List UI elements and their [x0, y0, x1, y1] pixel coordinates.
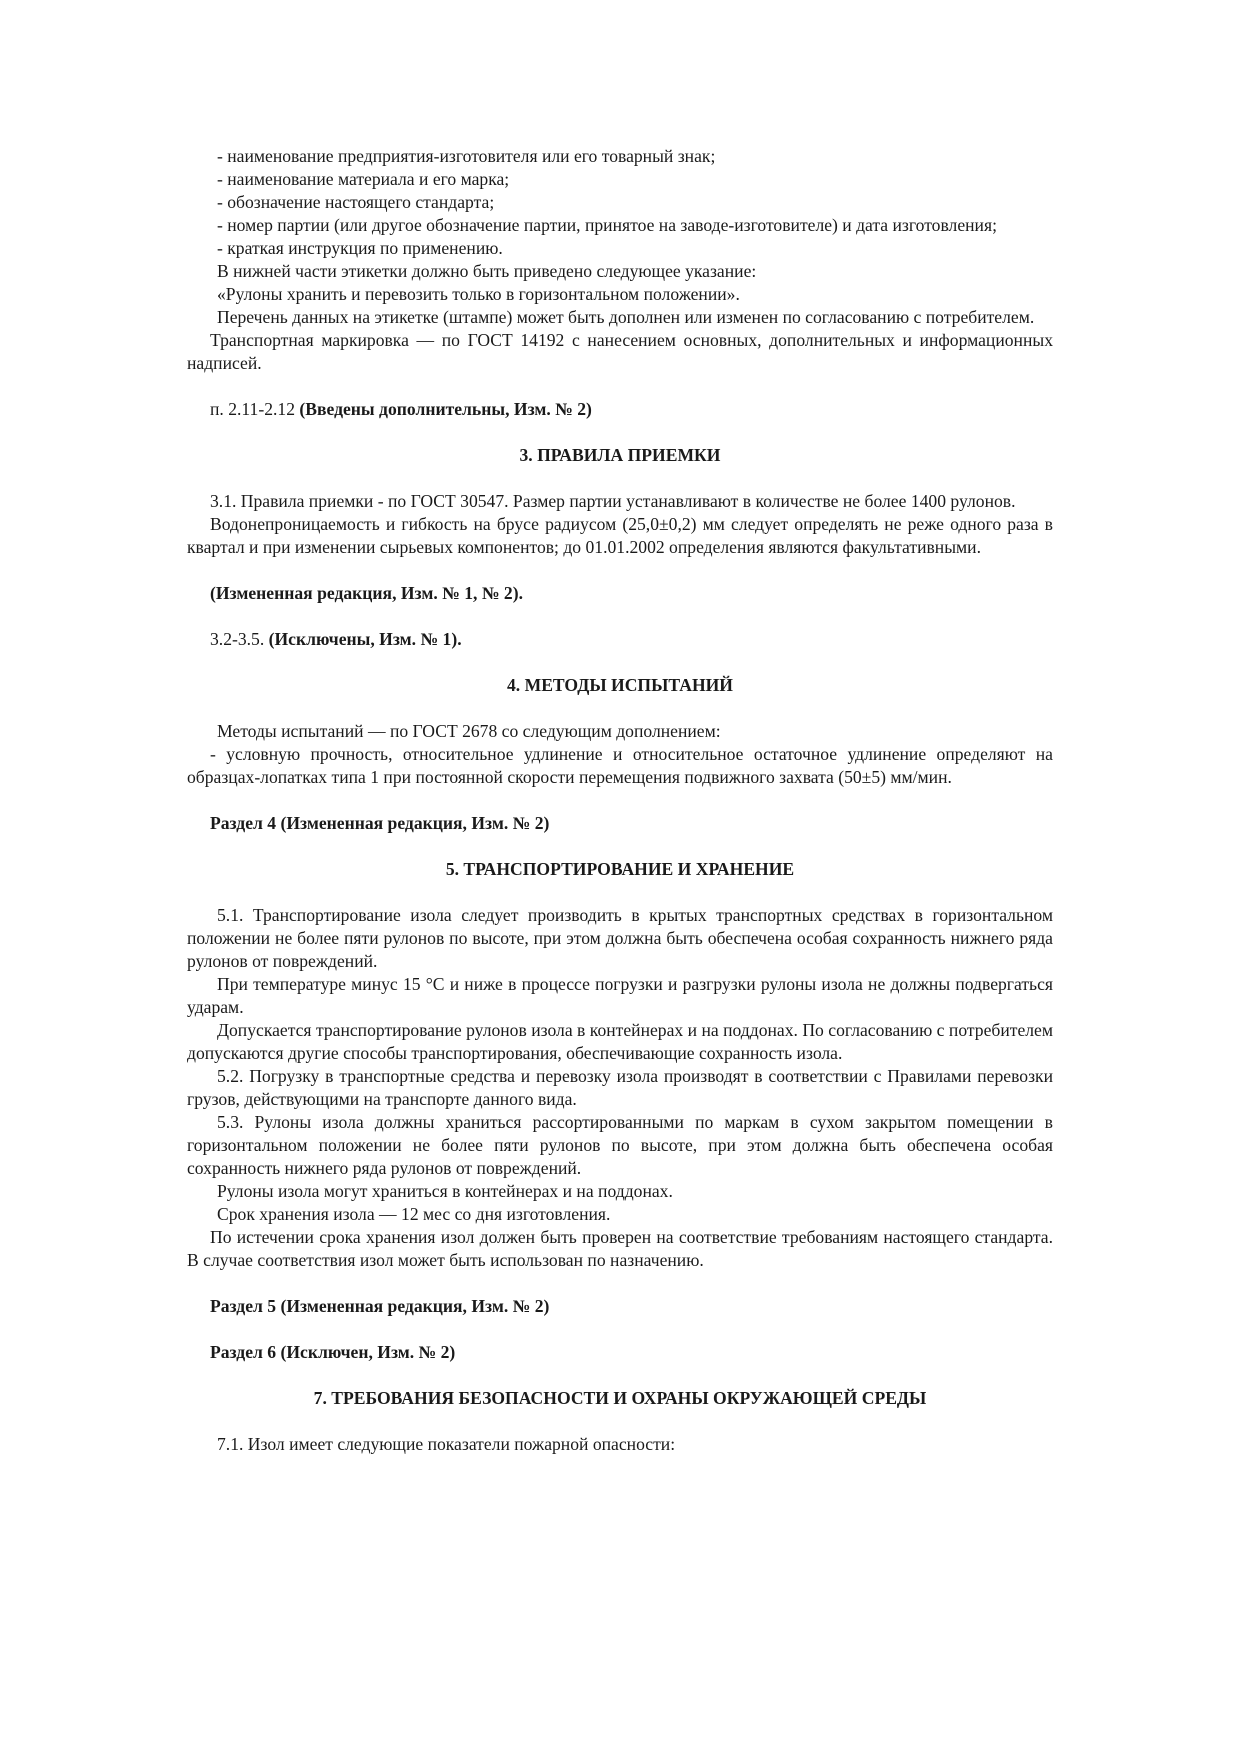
section-5-title: 5. ТРАНСПОРТИРОВАНИЕ И ХРАНЕНИЕ — [445, 859, 795, 879]
section-4-paragraph-2: - условную прочность, относительное удлинение и относительное остаточное удлинение определяют на образцах-лопатках типа 1 при постоянной скорости перемещения подвижного захвата (50±5) мм/мин. — [187, 744, 1053, 787]
section-5-paragraph-6: Рулоны изола могут храниться в контейнерах и на поддонах. — [217, 1181, 673, 1201]
section-5-paragraph-7: Срок хранения изола — 12 мес со дня изготовления. — [217, 1204, 611, 1224]
section-3-excluded-note — [187, 628, 1053, 651]
amendment-note-2-11 — [187, 398, 1053, 421]
section-4-amendment-note: Раздел 4 (Измененная редакция, Изм. № 2) — [210, 813, 550, 833]
document-page — [187, 145, 1053, 1456]
amendment-ref: п. 2.11-2.12 — [210, 399, 300, 419]
label-item: - краткая инструкция по применению. — [217, 238, 503, 258]
section-5-paragraph-1: 5.1. Транспортирование изола следует производить в крытых транспортных средствах в горизонтальном положении не более пяти рулонов по высоте, при этом должна быть обеспечена особая сохранность нижнего ряда рулонов от повреждений. — [187, 905, 1053, 971]
section-4-title: 4. МЕТОДЫ ИСПЫТАНИЙ — [507, 675, 733, 695]
section-4-paragraph-1: Методы испытаний — по ГОСТ 2678 со следующим дополнением: — [217, 721, 721, 741]
label-item: - наименование материала и его марка; — [217, 169, 510, 189]
amendment-ref: 3.2-3.5. — [210, 629, 269, 649]
amendment-status: (Введены дополнительны, Изм. № 2) — [299, 399, 592, 419]
section-5-amendment-note: Раздел 5 (Измененная редакция, Изм. № 2) — [210, 1296, 550, 1316]
section-3-amendment-note: (Измененная редакция, Изм. № 1, № 2). — [210, 583, 523, 603]
label-item: - наименование предприятия-изготовителя или его товарный знак; — [217, 146, 716, 166]
section-7-paragraph-1: 7.1. Изол имеет следующие показатели пожарной опасности: — [217, 1434, 676, 1454]
section-5-paragraph-8: По истечении срока хранения изол должен быть проверен на соответствие требованиям настоящего стандарта. В случае соответствия изол может быть использован по назначению. — [187, 1227, 1053, 1270]
label-bottom-intro: В нижней части этикетки должно быть приведено следующее указание: — [217, 261, 757, 281]
section-3-paragraph-2: Водонепроницаемость и гибкость на брусе радиусом (25,0±0,2) мм следует определять не реже одного раза в квартал и при изменении сырьевых компонентов; до 01.01.2002 определения являются факультативными. — [187, 514, 1053, 557]
section-5-paragraph-4: 5.2. Погрузку в транспортные средства и перевозку изола производят в соответствии с Правилами перевозки грузов, действующими на транспорте данного вида. — [187, 1066, 1053, 1109]
amendment-status: (Исключены, Изм. № 1). — [268, 629, 462, 649]
label-item: - обозначение настоящего стандарта; — [217, 192, 495, 212]
section-3-title: 3. ПРАВИЛА ПРИЕМКИ — [519, 445, 721, 465]
label-data-note: Перечень данных на этикетке (штампе) может быть дополнен или изменен по согласованию с потребителем. — [217, 307, 1035, 327]
section-7-title: 7. ТРЕБОВАНИЯ БЕЗОПАСНОСТИ И ОХРАНЫ ОКРУЖАЮЩЕЙ СРЕДЫ — [313, 1388, 927, 1408]
section-3-paragraph-1: 3.1. Правила приемки - по ГОСТ 30547. Размер партии устанавливают в количестве не более 1400 рулонов. — [210, 491, 1016, 511]
section-5-paragraph-2: При температуре минус 15 °С и ниже в процессе погрузки и разгрузки рулоны изола не должны подвергаться ударам. — [187, 974, 1053, 1017]
section-5-paragraph-3: Допускается транспортирование рулонов изола в контейнерах и на поддонах. По согласованию с потребителем допускаются другие способы транспортирования, обеспечивающие сохранность изола. — [187, 1020, 1053, 1063]
section-5-paragraph-5: 5.3. Рулоны изола должны храниться рассортированными по маркам в сухом закрытом помещении в горизонтальном положении не более пяти рулонов по высоте, при этом должна быть обеспечена особая сохранность нижнего ряда рулонов от повреждений. — [187, 1112, 1053, 1178]
label-bottom-text: «Рулоны хранить и перевозить только в горизонтальном положении». — [217, 284, 740, 304]
transport-marking-paragraph: Транспортная маркировка — по ГОСТ 14192 с нанесением основных, дополнительных и информационных надписей. — [187, 330, 1053, 373]
label-item: - номер партии (или другое обозначение партии, принятое на заводе-изготовителе) и дата изготовления; — [217, 215, 997, 235]
section-6-excluded-note: Раздел 6 (Исключен, Изм. № 2) — [210, 1342, 456, 1362]
